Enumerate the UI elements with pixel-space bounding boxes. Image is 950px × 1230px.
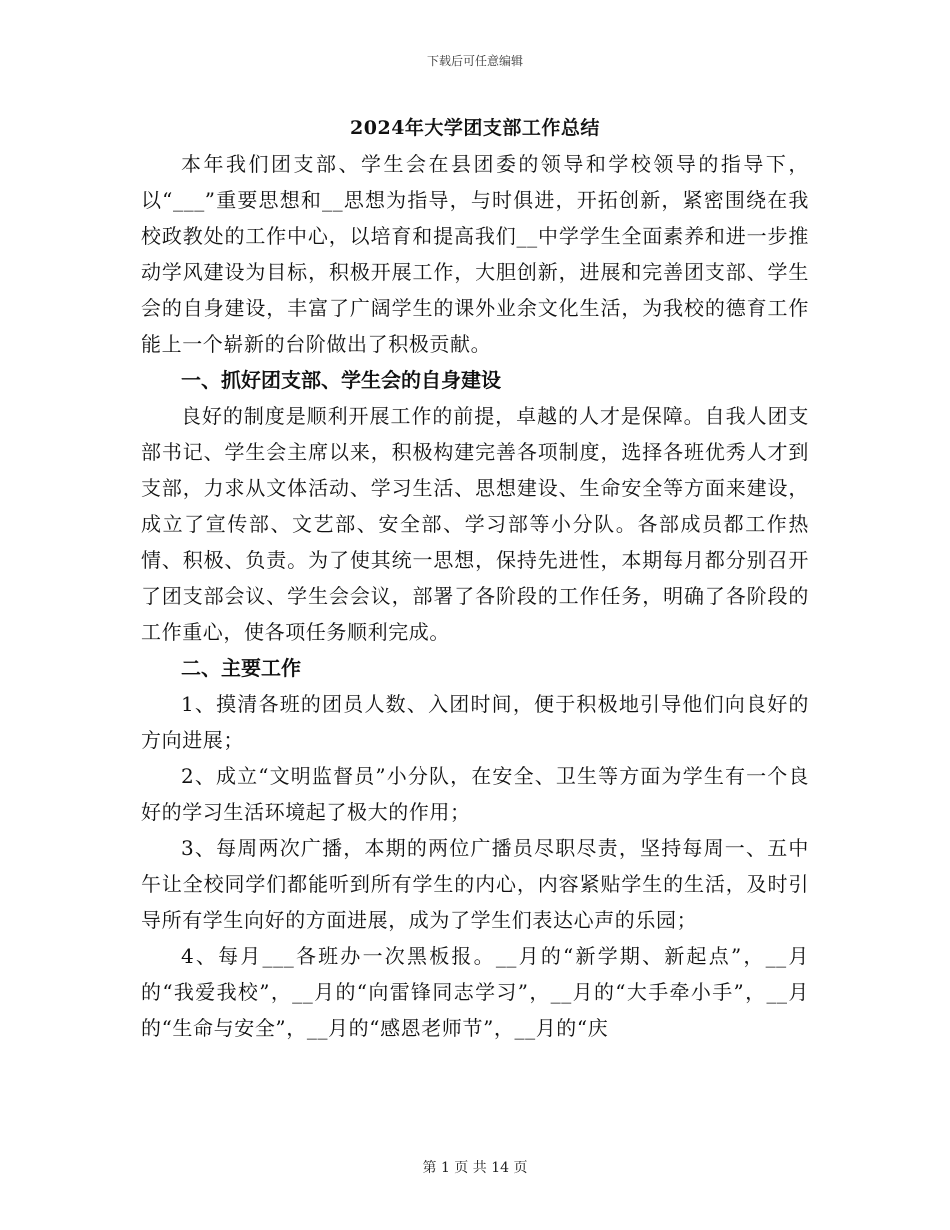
section-1-heading: 一、抓好团支部、学生会的自身建设 — [181, 368, 501, 392]
work-item-4: 4、每月___各班办一次黑板报。__月的“新学期、新起点”，__月的“我爱我校”，__月的“向雷锋同志学习”，__月的“大手牵小手”，__月的“生命与安全”，__月的“感恩老师节”，__月的“庆 — [141, 944, 809, 1040]
intro-paragraph: 本年我们团支部、学生会在县团委的领导和学校领导的指导下，以“___”重要思想和__思想为指导，与时俱进，开拓创新，紧密围绕在我校政教处的工作中心，以培育和提高我们__中学学生全面素养和进一步推动学风建设为目标，积极开展工作，大胆创新，进展和完善团支部、学生会的自身建设，丰富了广阔学生的课外业余文化生活，为我校的德育工作能上一个崭新的台阶做出了积极贡献。 — [141, 152, 809, 356]
work-item-1: 1、摸清各班的团员人数、入团时间，便于积极地引导他们向良好的方向进展； — [141, 692, 809, 752]
document-body — [141, 110, 809, 1046]
page-header-note: 下载后可任意编辑 — [426, 54, 523, 68]
page-number-footer: 第 1 页 共 14 页 — [422, 1160, 528, 1176]
section-1-paragraph: 良好的制度是顺利开展工作的前提，卓越的人才是保障。自我人团支部书记、学生会主席以来，积极构建完善各项制度，选择各班优秀人才到支部，力求从文体活动、学习生活、思想建设、生命安全等方面来建设，成立了宣传部、文艺部、安全部、学习部等小分队。各部成员都工作热情、积极、负责。为了使其统一思想，保持先进性，本期每月都分别召开了团支部会议、学生会会议，部署了各阶段的工作任务，明确了各阶段的工作重心，使各项任务顺利完成。 — [141, 404, 809, 644]
work-item-2: 2、成立“文明监督员”小分队，在安全、卫生等方面为学生有一个良好的学习生活环境起了极大的作用； — [141, 764, 809, 824]
section-2-heading: 二、主要工作 — [181, 656, 301, 680]
document-title: 2024年大学团支部工作总结 — [350, 117, 600, 139]
work-item-3: 3、每周两次广播，本期的两位广播员尽职尽责，坚持每周一、五中午让全校同学们都能听到所有学生的内心，内容紧贴学生的生活，及时引导所有学生向好的方面进展，成为了学生们表达心声的乐园； — [141, 836, 809, 932]
